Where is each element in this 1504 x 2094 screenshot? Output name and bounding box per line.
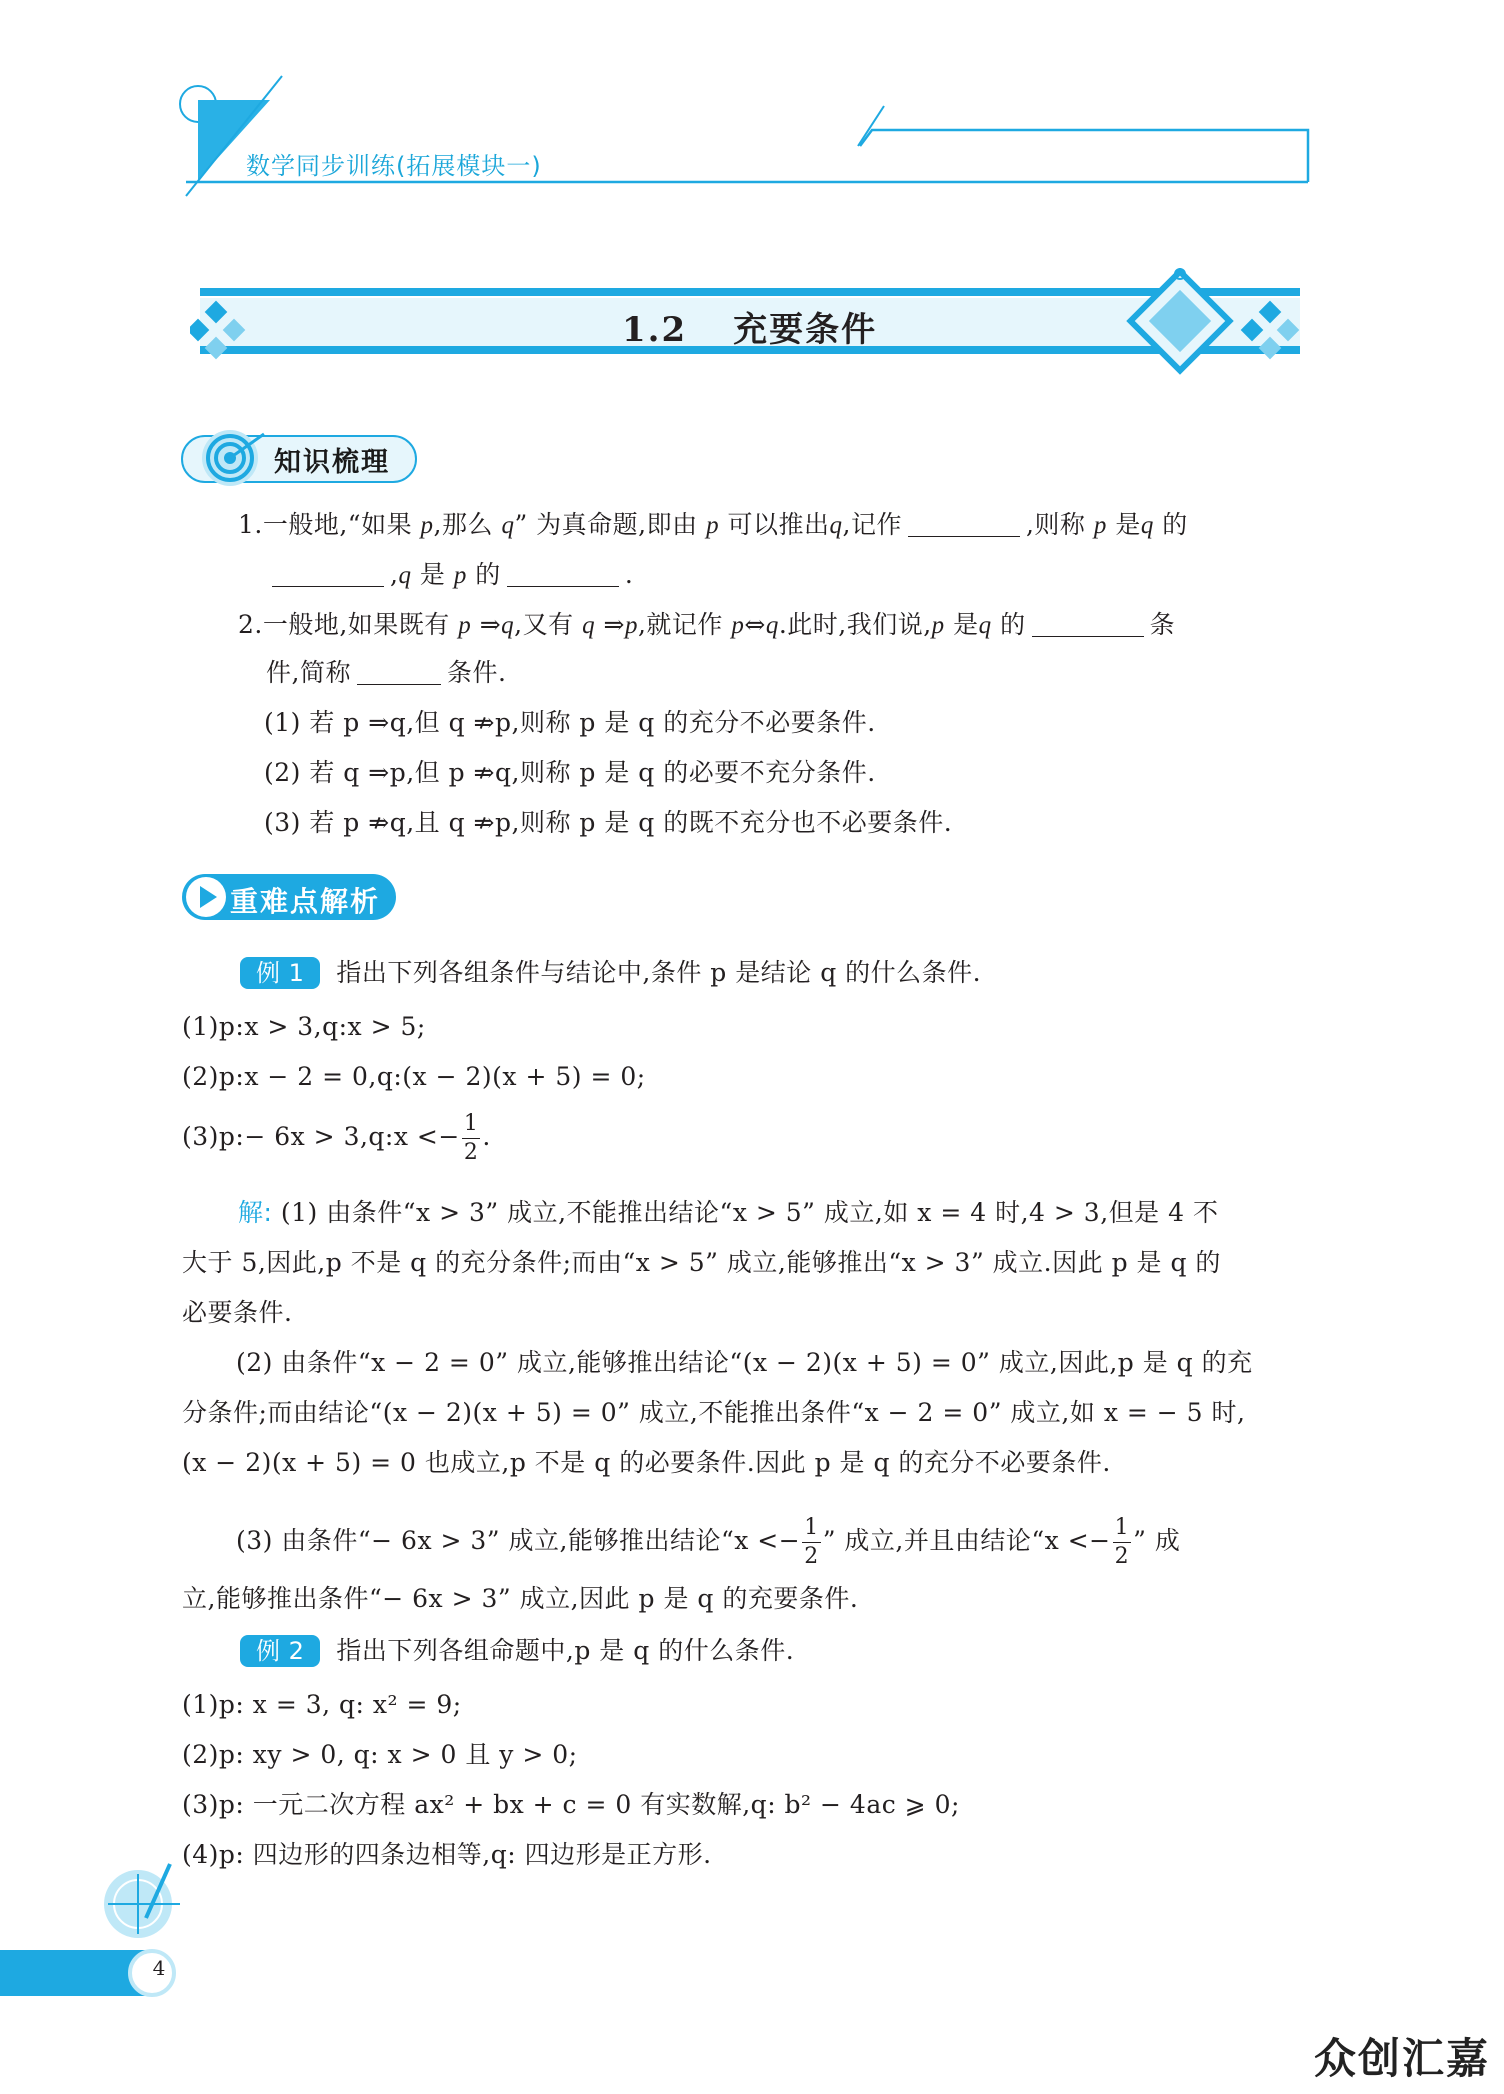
text: .此时,我们说,: [778, 610, 932, 639]
text: 是: [1106, 510, 1141, 539]
example-2-item-2: (2)p: xy > 0, q: x > 0 且 y > 0;: [182, 1740, 578, 1769]
text: ⇒: [471, 610, 502, 639]
example-2-item-1: (1)p: x = 3, q: x² = 9;: [182, 1690, 462, 1719]
text: 的: [991, 610, 1026, 639]
text: 是: [411, 560, 454, 589]
numerator: 1: [1113, 1514, 1132, 1543]
watermark-logo: 众创汇嘉: [1313, 2034, 1490, 2083]
text: 的: [1153, 510, 1188, 539]
text: 1.一般地,“如果: [238, 510, 421, 539]
fraction: [802, 1514, 821, 1571]
page-number: 4: [152, 1956, 166, 1980]
analysis-heading: [180, 872, 400, 922]
solution-3-line-1: [236, 1514, 1180, 1571]
knowledge-sub-2: (2) 若 q ⇒p,但 p ⇏q,则称 p 是 q 的必要不充分条件.: [264, 758, 876, 787]
text: (1) 由条件“x > 3” 成立,不能推出结论“x > 5” 成立,如 x = 4 时,4 > 3,但是 4 不: [280, 1198, 1219, 1227]
text: .: [482, 1122, 491, 1151]
numerator: 1: [462, 1110, 481, 1139]
text: 条件.: [446, 658, 507, 687]
example-1-item-1: (1)p:x > 3,q:x > 5;: [182, 1012, 426, 1041]
text: 可以推出: [719, 510, 830, 539]
solution-2-line-3: (x − 2)(x + 5) = 0 也成立,p 不是 q 的必要条件.因此 p 是 q 的充分不必要条件.: [182, 1448, 1111, 1477]
knowledge-sub-3: (3) 若 p ⇏q,且 q ⇏p,则称 p 是 q 的既不充分也不必要条件.: [264, 808, 953, 837]
example-tag: 例 2: [240, 1635, 320, 1667]
example-1: [240, 956, 981, 990]
text: 的: [466, 560, 501, 589]
solution-1-line-3: 必要条件.: [182, 1298, 293, 1327]
knowledge-sub-1: (1) 若 p ⇒q,但 q ⇏p,则称 p 是 q 的充分不必要条件.: [264, 708, 876, 737]
text: ” 成: [1133, 1526, 1181, 1555]
knowledge-item-1-line2: ,q 是 p 的 .: [266, 558, 633, 593]
text: ” 为真命题,即由: [514, 510, 707, 539]
answer-blank[interactable]: [272, 560, 384, 587]
text: (3) 由条件“− 6x > 3” 成立,能够推出结论“x <−: [236, 1526, 801, 1555]
answer-blank[interactable]: [908, 510, 1020, 537]
example-2-item-3: (3)p: 一元二次方程 ax² + bx + c = 0 有实数解,q: b² − 4ac ⩾ 0;: [182, 1790, 960, 1819]
text: ,记作: [842, 510, 902, 539]
fraction: [1113, 1514, 1132, 1571]
example-1-item-2: (2)p:x − 2 = 0,q:(x − 2)(x + 5) = 0;: [182, 1062, 646, 1091]
text: ,则称: [1025, 510, 1094, 539]
knowledge-item-2: 2.一般地,如果既有 p ⇒q,又有 q ⇒p,就记作 p⇔q.此时,我们说,p 是q 的 条: [238, 610, 1176, 639]
text: ,又有: [514, 610, 583, 639]
text: ,那么: [433, 510, 502, 539]
answer-blank[interactable]: [357, 658, 441, 685]
knowledge-heading-label: 知识梳理: [274, 447, 390, 478]
solution-3-line-2: 立,能够推出条件“− 6x > 3” 成立,因此 p 是 q 的充要条件.: [182, 1584, 859, 1613]
example-2: [240, 1634, 794, 1668]
section-number: 1.2: [622, 310, 688, 350]
fraction: [462, 1110, 481, 1167]
example-1-prompt: 指出下列各组条件与结论中,条件 p 是结论 q 的什么条件.: [336, 958, 982, 987]
solution-1-line-1: [238, 1196, 1218, 1230]
solution-label: 解:: [238, 1198, 273, 1227]
footer-decoration: [0, 1850, 220, 2000]
solution-2-line-1: (2) 由条件“x − 2 = 0” 成立,能够推出结论“(x − 2)(x + 5) = 0” 成立,因此,p 是 q 的充: [236, 1348, 1253, 1377]
text: 2.一般地,如果既有: [238, 610, 459, 639]
denominator: 2: [463, 1140, 479, 1165]
example-1-item-3: [182, 1110, 491, 1167]
example-2-prompt: 指出下列各组命题中,p 是 q 的什么条件.: [336, 1636, 795, 1665]
knowledge-item-2-line2: [266, 656, 506, 690]
example-tag: 例 1: [240, 957, 320, 989]
section-title: [622, 302, 877, 351]
answer-blank[interactable]: [1032, 610, 1144, 637]
text: ,: [390, 560, 399, 589]
text: ” 成立,并且由结论“x <−: [822, 1526, 1111, 1555]
page-header-decoration: [0, 0, 1504, 210]
analysis-heading-label: 重难点解析: [230, 885, 381, 918]
text: 条: [1149, 610, 1176, 639]
answer-blank[interactable]: [507, 560, 619, 587]
text: 件,简称: [266, 658, 351, 687]
denominator: 2: [1114, 1544, 1130, 1569]
book-title: 数学同步训练(拓展模块一): [246, 152, 542, 180]
numerator: 1: [802, 1514, 821, 1543]
knowledge-item-1: 1.一般地,“如果 p,那么 q” 为真命题,即由 p 可以推出q,记作 ,则称 p 是q 的: [238, 510, 1188, 539]
text: (3)p:− 6x > 3,q:x <−: [182, 1122, 460, 1151]
solution-2-line-2: 分条件;而由结论“(x − 2)(x + 5) = 0” 成立,不能推出条件“x − 2 = 0” 成立,如 x = − 5 时,: [182, 1398, 1246, 1427]
solution-1-line-2: 大于 5,因此,p 不是 q 的充分条件;而由“x > 5” 成立,能够推出“x > 3” 成立.因此 p 是 q 的: [182, 1248, 1221, 1277]
example-2-item-4: (4)p: 四边形的四条边相等,q: 四边形是正方形.: [182, 1840, 712, 1869]
knowledge-heading: [180, 428, 420, 488]
denominator: 2: [804, 1544, 819, 1569]
text: ,就记作: [637, 610, 732, 639]
section-name: 充要条件: [733, 310, 878, 350]
